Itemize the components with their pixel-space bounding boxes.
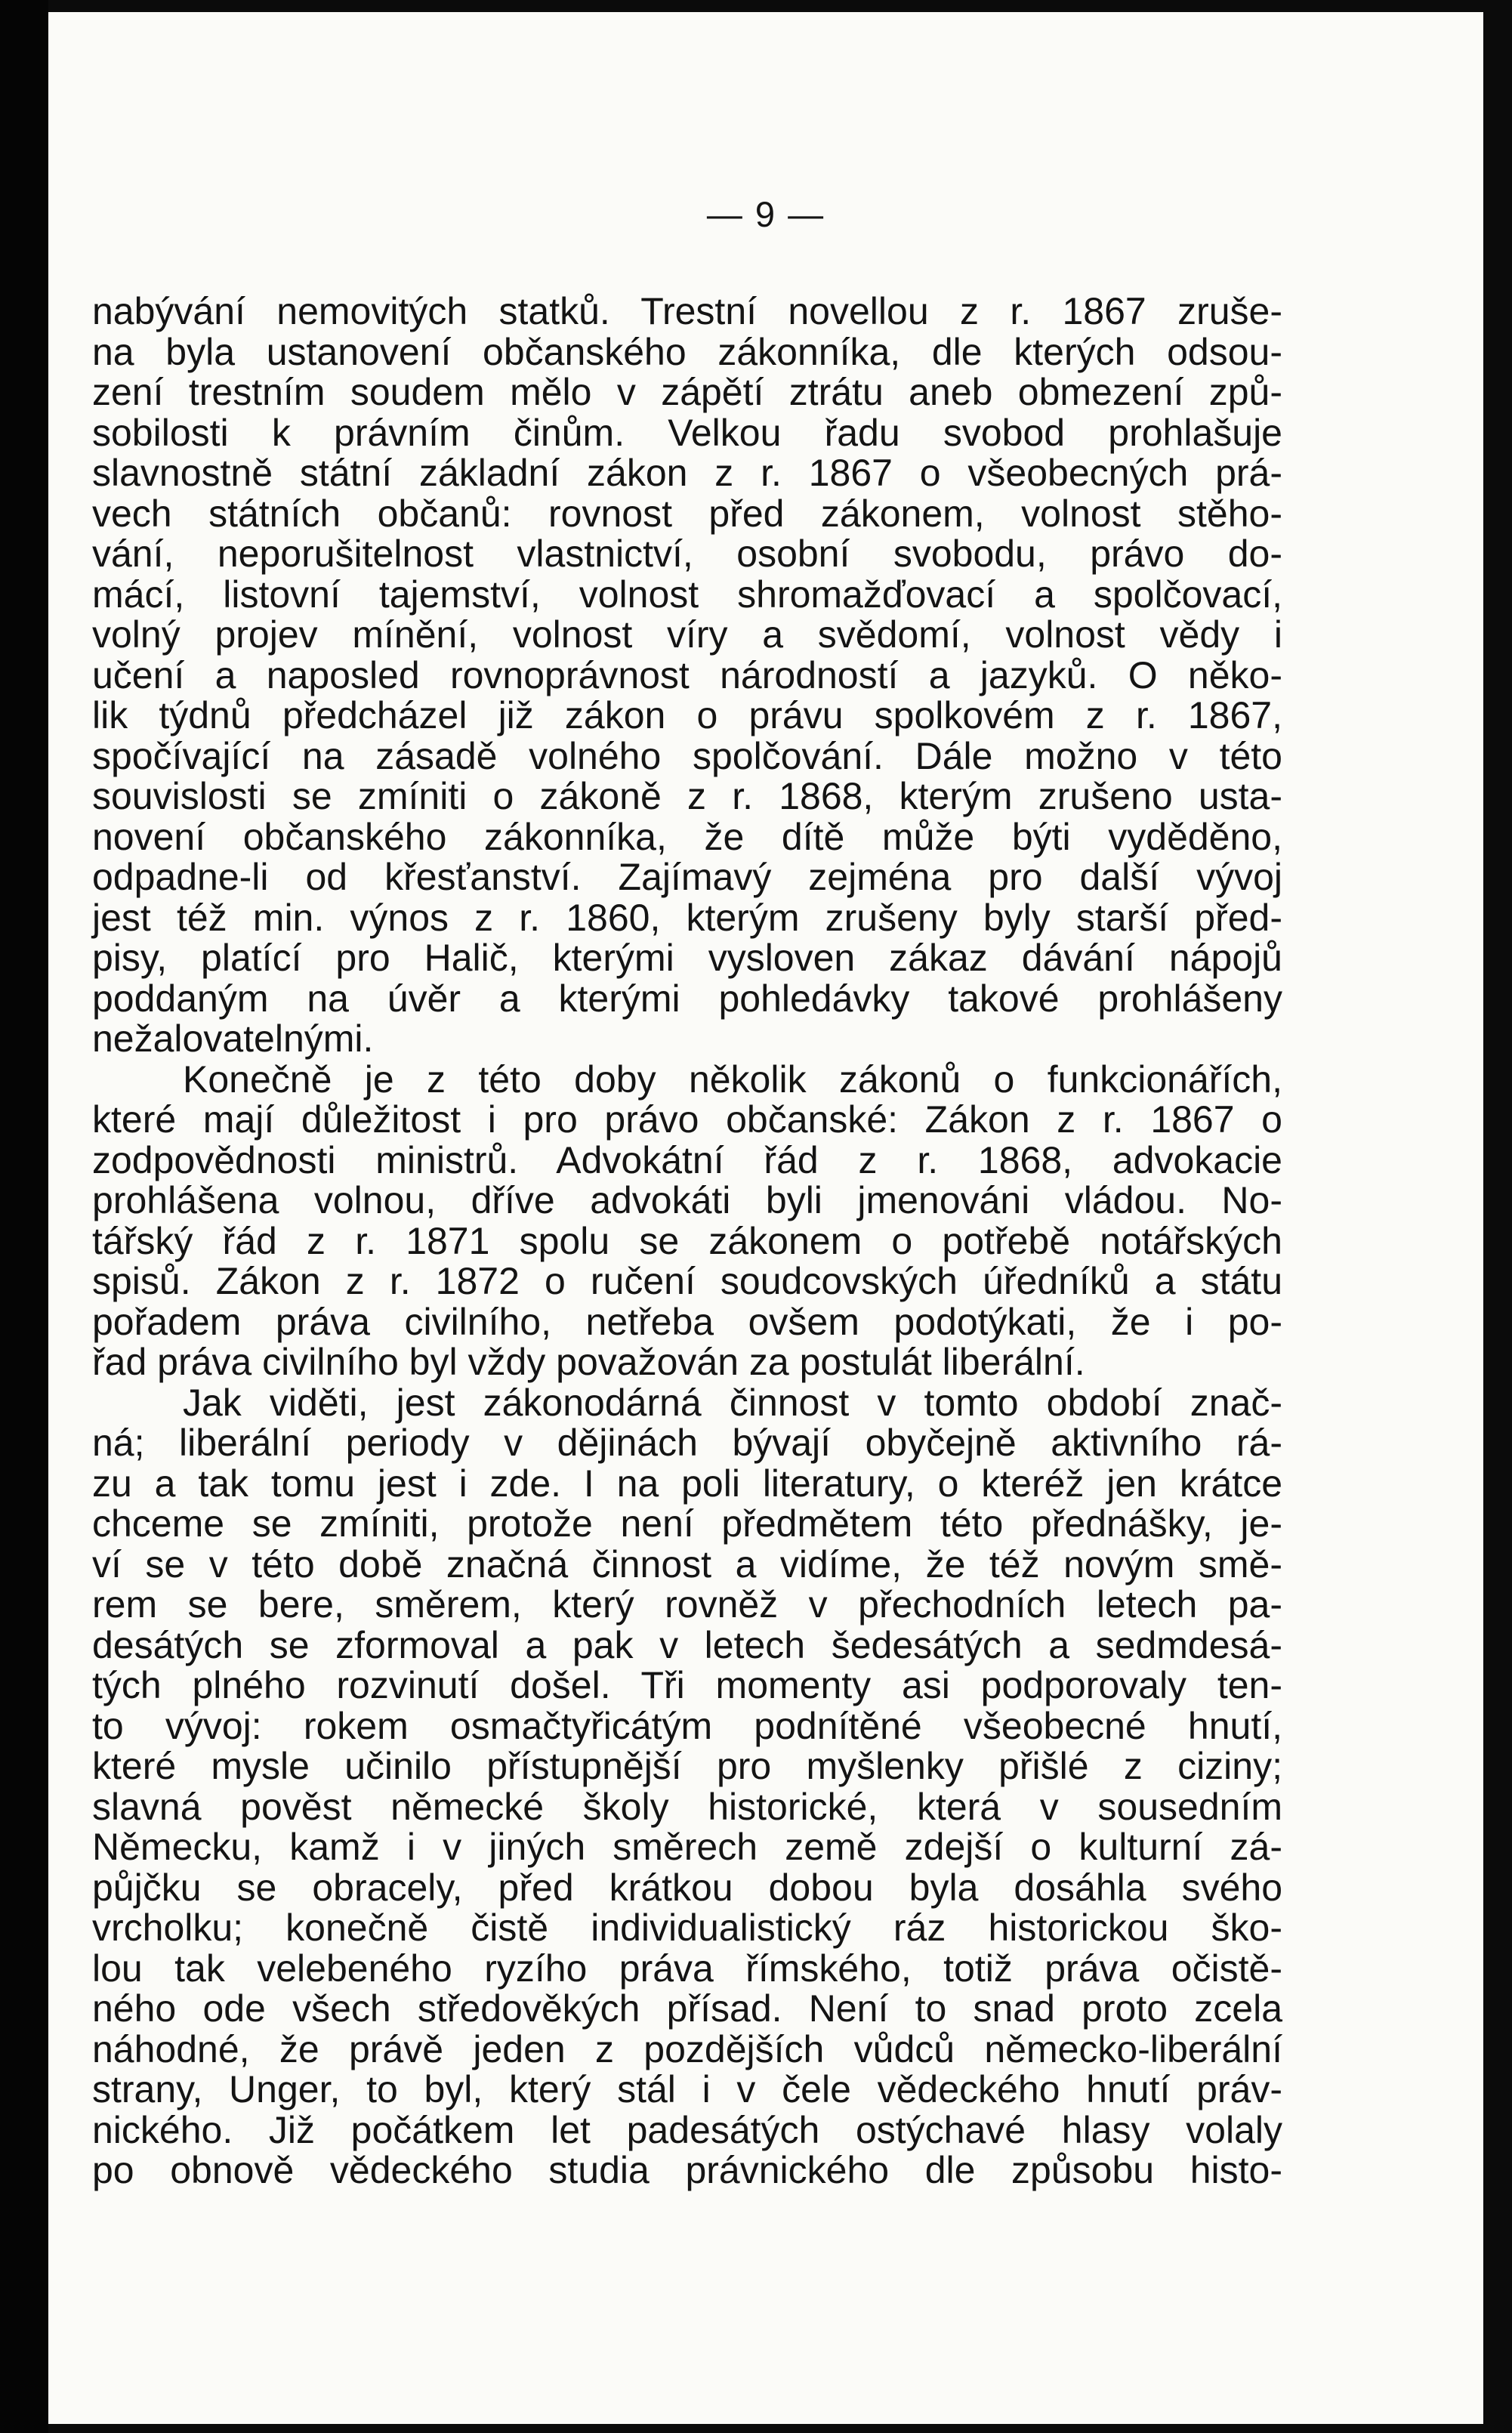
text-line: slavnostně státní základní zákon z r. 1867 o všeobecných prá- [92, 452, 1282, 494]
text-line: volný projev mínění, volnost víry a svědomí, volnost vědy i [92, 613, 1282, 656]
text-line: na byla ustanovení občanského zákonníka, dle kterých odsou- [92, 330, 1282, 373]
text-line: nežalovatelnými. [92, 1017, 374, 1060]
body-text [92, 292, 1282, 2191]
text-line: lou tak velebeného ryzího práva římského, totiž práva očistě- [92, 1947, 1282, 1990]
scan-border-right [1483, 0, 1512, 2433]
text-line: vrcholku; konečně čistě individualistický ráz historickou ško- [92, 1907, 1282, 1949]
text-line: které mají důležitost i pro právo občanské: Zákon z r. 1867 o [92, 1098, 1282, 1141]
text-line: řad práva civilního byl vždy považován za postulát liberální. [92, 1341, 1085, 1383]
text-line: nického. Již počátkem let padesátých ostýchavé hlasy volaly [92, 2108, 1282, 2151]
text-line: chceme se zmíniti, protože není předmětem této přednášky, je- [92, 1502, 1282, 1545]
text-line: souvislosti se zmíniti o zákoně z r. 1868, kterým zrušeno usta- [92, 775, 1282, 817]
text-line: slavná pověst německé školy historické, která v sousedním [92, 1785, 1282, 1828]
text-line: půjčku se obracely, před krátkou dobou byla dosáhla svého [92, 1866, 1282, 1909]
text-line: prohlášena volnou, dříve advokáti byli jmenováni vládou. No- [92, 1179, 1282, 1221]
text-line: rem se bere, směrem, který rovněž v přechodních letech pa- [92, 1583, 1282, 1626]
text-line: spočívající na zásadě volného spolčování. Dále možno v této [92, 734, 1282, 777]
text-line: tých plného rozvinutí došel. Tři momenty asi podporovaly ten- [92, 1664, 1282, 1706]
book-page [48, 12, 1483, 2424]
paragraph-start: Konečně je z této doby několik zákonů o funkcionářích, [183, 1057, 1282, 1101]
text-line: zodpovědnosti ministrů. Advokátní řád z r. 1868, advokacie [92, 1138, 1282, 1181]
text-line: které mysle učinilo přístupnější pro myšlenky přišlé z ciziny; [92, 1745, 1282, 1787]
text-line: zení trestním soudem mělo v zápětí ztrátu aneb obmezení způ- [92, 371, 1282, 413]
text-line: ná; liberální periody v dějinách bývají obyčejně aktivního rá- [92, 1422, 1282, 1464]
text-line: nabývání nemovitých statků. Trestní novellou z r. 1867 zruše- [92, 290, 1282, 332]
text-line: vání, neporušitelnost vlastnictví, osobní svobodu, právo do- [92, 533, 1282, 575]
text-line: odpadne-li od křesťanství. Zajímavý zejména pro další vývoj [92, 856, 1282, 898]
text-line: to vývoj: rokem osmačtyřicátým podnítěné všeobecné hnutí, [92, 1704, 1282, 1747]
text-line: Německu, kamž i v jiných směrech země zdejší o kulturní zá- [92, 1826, 1282, 1868]
text-line: tářský řád z r. 1871 spolu se zákonem o potřebě notářských [92, 1219, 1282, 1262]
text-line: ného ode všech středověkých přísad. Není to snad proto zcela [92, 1987, 1282, 2030]
text-line: novení občanského zákonníka, že dítě může býti vyděděno, [92, 815, 1282, 858]
text-line: sobilosti k právním činům. Velkou řadu svobod prohlašuje [92, 411, 1282, 454]
text-line: desátých se zformoval a pak v letech šedesátých a sedmdesá- [92, 1623, 1282, 1666]
text-line: jest též min. výnos z r. 1860, kterým zrušeny byly starší před- [92, 896, 1282, 939]
text-line: lik týdnů předcházel již zákon o právu spolkovém z r. 1867, [92, 694, 1282, 736]
text-line: zu a tak tomu jest i zde. I na poli literatury, o kteréž jen krátce [92, 1462, 1282, 1505]
text-line: poddaným na úvěr a kterými pohledávky takové prohlášeny [92, 977, 1282, 1020]
text-line: po obnově vědeckého studia právnického dle způsobu histo- [92, 2149, 1282, 2191]
text-line: učení a naposled rovnoprávnost národností a jazyků. O něko- [92, 653, 1282, 696]
text-line: pořadem práva civilního, netřeba ovšem podotýkati, že i po- [92, 1300, 1282, 1343]
text-line: spisů. Zákon z r. 1872 o ručení soudcovských úředníků a státu [92, 1260, 1282, 1302]
text-line: strany, Unger, to byl, který stál i v čele vědeckého hnutí práv- [92, 2068, 1282, 2110]
page-number: — 9 — [706, 194, 825, 234]
text-line: mácí, listovní tajemství, volnost shromažďovací a spolčovací, [92, 573, 1282, 616]
text-line: pisy, platící pro Halič, kterými vysloven zákaz dávání nápojů [92, 937, 1282, 979]
text-line: náhodné, že právě jeden z pozdějších vůdců německo-liberální [92, 2027, 1282, 2070]
paragraph-start: Jak viděti, jest zákonodárná činnost v tomto období znač- [183, 1381, 1282, 1424]
text-line: vech státních občanů: rovnost před zákonem, volnost stěho- [92, 492, 1282, 535]
scan-border-left [0, 0, 48, 2433]
text-line: ví se v této době značná činnost a vidíme, že též novým smě- [92, 1542, 1282, 1585]
